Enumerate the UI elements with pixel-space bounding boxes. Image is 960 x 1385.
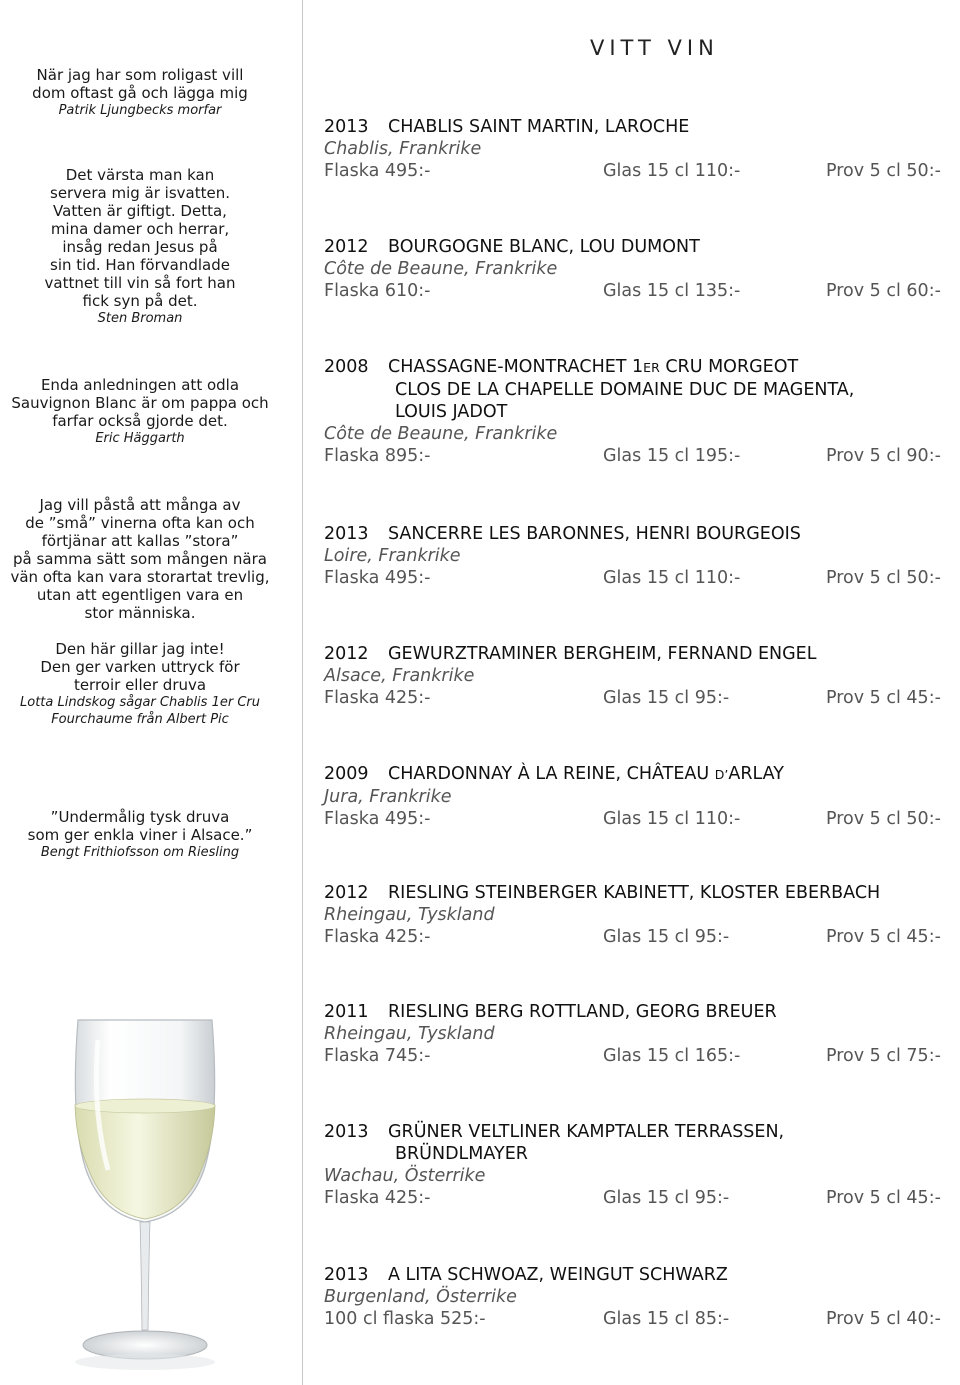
- wine-entry: [324, 116, 960, 182]
- quote-line: Jag vill påstå att många av: [39, 496, 241, 514]
- glass-price: Glas 15 cl 110:-: [603, 809, 741, 829]
- wine-title-smallcaps: ER: [643, 360, 660, 375]
- quote-line: farfar också gjorde det.: [52, 412, 228, 430]
- glass-price: Glas 15 cl 195:-: [603, 446, 741, 466]
- glass-price: Glas 15 cl 95:-: [603, 927, 730, 947]
- quote-line: på samma sätt som mången nära: [13, 550, 267, 568]
- wine-year: 2013: [324, 117, 369, 137]
- wine-title: GRÜNER VELTLINER KAMPTALER TERRASSEN,: [388, 1122, 785, 1142]
- wine-year: 2011: [324, 1002, 369, 1022]
- wine-region: Wachau, Österrike: [324, 1166, 486, 1186]
- wine-entry: [324, 1121, 960, 1209]
- wine-title: CHARDONNAY À LA REINE, CHÂTEAU: [388, 764, 715, 784]
- quote-line: dom oftast gå och lägga mig: [32, 84, 248, 102]
- quote-line: utan att egentligen vara en: [36, 586, 244, 604]
- wine-region: Alsace, Frankrike: [324, 666, 475, 686]
- wine-title: BOURGOGNE BLANC, LOU DUMONT: [388, 237, 700, 257]
- wine-year: 2012: [324, 644, 369, 664]
- quote-author: Fourchaume från Albert Pic: [51, 712, 229, 727]
- bottle-price: Flaska 425:-: [324, 688, 431, 708]
- quote-morfar: [0, 66, 280, 119]
- wine-prices: [324, 1045, 960, 1067]
- wine-region: Chablis, Frankrike: [324, 139, 482, 159]
- wine-name: [324, 1001, 960, 1023]
- wine-year: 2009: [324, 764, 369, 784]
- bottle-price: Flaska 495:-: [324, 809, 431, 829]
- taste-price: Prov 5 cl 50:-: [826, 161, 941, 181]
- bottle-price: Flaska 495:-: [324, 161, 431, 181]
- glass-price: Glas 15 cl 95:-: [603, 688, 730, 708]
- wine-prices: [324, 280, 960, 302]
- wine-prices: [324, 445, 960, 467]
- column-divider: [302, 0, 303, 1385]
- taste-price: Prov 5 cl 75:-: [826, 1046, 941, 1066]
- wine-prices: [324, 160, 960, 182]
- bottle-price: Flaska 425:-: [324, 1188, 431, 1208]
- bottle-price: Flaska 425:-: [324, 927, 431, 947]
- quote-line: insåg redan Jesus på: [62, 238, 218, 256]
- quote-line: vattnet till vin så fort han: [44, 274, 236, 292]
- glass-price: Glas 15 cl 165:-: [603, 1046, 741, 1066]
- wine-name: [324, 882, 960, 904]
- quote-line: vän ofta kan vara storartat trevlig,: [10, 568, 270, 586]
- quote-line: Sauvignon Blanc är om pappa och: [11, 394, 269, 412]
- glass-price: Glas 15 cl 110:-: [603, 568, 741, 588]
- quote-frithiofsson: [0, 808, 280, 861]
- wine-title: GEWURZTRAMINER BERGHEIM, FERNAND ENGEL: [388, 644, 817, 664]
- page-title: VITT VIN: [590, 36, 719, 60]
- quote-line: Vatten är giftigt. Detta,: [53, 202, 227, 220]
- bottle-price: Flaska 495:-: [324, 568, 431, 588]
- wine-prices: [324, 926, 960, 948]
- quote-line: ”Undermålig tysk druva: [50, 808, 230, 826]
- wine-name: [324, 763, 960, 786]
- wine-entry: [324, 882, 960, 948]
- wine-year: 2013: [324, 1265, 369, 1285]
- wine-name: [324, 236, 960, 258]
- taste-price: Prov 5 cl 45:-: [826, 927, 941, 947]
- glass-price: Glas 15 cl 85:-: [603, 1309, 730, 1329]
- wine-name: [324, 1121, 960, 1143]
- wine-prices: [324, 1187, 960, 1209]
- bottle-price: Flaska 610:-: [324, 281, 431, 301]
- wine-name: [324, 643, 960, 665]
- wine-prices: [324, 808, 960, 830]
- quote-line: När jag har som roligast vill: [36, 66, 244, 84]
- quote-line: terroir eller druva: [73, 676, 207, 694]
- quote-author: Patrik Ljungbecks morfar: [58, 103, 222, 118]
- taste-price: Prov 5 cl 50:-: [826, 568, 941, 588]
- wine-region: Rheingau, Tyskland: [324, 1024, 495, 1044]
- wine-prices: [324, 1308, 960, 1330]
- wine-entry: [324, 763, 960, 830]
- quote-line: stor människa.: [84, 604, 196, 622]
- quote-line: Den här gillar jag inte!: [55, 640, 225, 658]
- quote-broman: [0, 166, 280, 327]
- quote-author: Lotta Lindskog sågar Chablis 1er Cru: [20, 695, 260, 710]
- wine-title: SANCERRE LES BARONNES, HENRI BOURGEOIS: [388, 524, 801, 544]
- wine-year: 2012: [324, 883, 369, 903]
- taste-price: Prov 5 cl 90:-: [826, 446, 941, 466]
- quote-line: som ger enkla viner i Alsace.”: [27, 826, 253, 844]
- quote-line: de ”små” vinerna ofta kan och: [25, 514, 255, 532]
- quote-line: Den ger varken uttryck för: [40, 658, 240, 676]
- taste-price: Prov 5 cl 45:-: [826, 688, 941, 708]
- wine-entry: [324, 523, 960, 589]
- wine-region: Burgenland, Österrike: [324, 1287, 517, 1307]
- taste-price: Prov 5 cl 40:-: [826, 1309, 941, 1329]
- quote-author: Bengt Frithiofsson om Riesling: [40, 845, 240, 860]
- glass-price: Glas 15 cl 110:-: [603, 161, 741, 181]
- quote-line: Det värsta man kan: [65, 166, 215, 184]
- glass-price: Glas 15 cl 135:-: [603, 281, 741, 301]
- wine-title: CHABLIS SAINT MARTIN, LAROCHE: [388, 117, 690, 137]
- taste-price: Prov 5 cl 45:-: [826, 1188, 941, 1208]
- wine-title-smallcaps: D’: [714, 767, 729, 782]
- quote-line: sin tid. Han förvandlade: [50, 256, 230, 274]
- bottle-price: Flaska 745:-: [324, 1046, 431, 1066]
- wine-title: A LITA SCHWOAZ, WEINGUT SCHWARZ: [388, 1265, 728, 1285]
- wine-year: 2012: [324, 237, 369, 257]
- taste-price: Prov 5 cl 60:-: [826, 281, 941, 301]
- quote-author: Eric Häggarth: [95, 431, 185, 446]
- wine-entry: [324, 1264, 960, 1330]
- wine-title-line: LOUIS JADOT: [395, 402, 508, 422]
- quote-line: Enda anledningen att odla: [40, 376, 240, 394]
- wine-year: 2008: [324, 357, 369, 377]
- taste-price: Prov 5 cl 50:-: [826, 809, 941, 829]
- quote-line: förtjänar att kallas ”stora”: [41, 532, 239, 550]
- wine-title: CRU MORGEOT: [659, 357, 799, 377]
- wine-region: Côte de Beaune, Frankrike: [324, 259, 558, 279]
- bottle-price: Flaska 895:-: [324, 446, 431, 466]
- wine-name: [324, 356, 960, 379]
- wine-year: 2013: [324, 524, 369, 544]
- wine-year: 2013: [324, 1122, 369, 1142]
- wine-name: [324, 1264, 960, 1286]
- wine-prices: [324, 567, 960, 589]
- wine-region: Loire, Frankrike: [324, 546, 461, 566]
- wine-region: Côte de Beaune, Frankrike: [324, 424, 558, 444]
- wine-name: [324, 523, 960, 545]
- quote-line: servera mig är isvatten.: [50, 184, 230, 202]
- wine-region: Jura, Frankrike: [324, 787, 452, 807]
- wine-region: Rheingau, Tyskland: [324, 905, 495, 925]
- wine-glass-illustration: [50, 1000, 240, 1380]
- glass-price: Glas 15 cl 95:-: [603, 1188, 730, 1208]
- wine-name: [324, 116, 960, 138]
- quote-spacer: [0, 622, 280, 640]
- wine-title: RIESLING BERG ROTTLAND, GEORG BREUER: [388, 1002, 777, 1022]
- wine-prices: [324, 687, 960, 709]
- quote-lindskog: [0, 496, 280, 728]
- wine-title: RIESLING STEINBERGER KABINETT, KLOSTER EBERBACH: [388, 883, 881, 903]
- wine-title-line: CLOS DE LA CHAPELLE DOMAINE DUC DE MAGENTA,: [395, 380, 855, 400]
- wine-title: ARLAY: [728, 764, 784, 784]
- wine-entry: [324, 236, 960, 302]
- wine-entry: [324, 356, 960, 467]
- quote-author: Sten Broman: [97, 311, 183, 326]
- quote-haggarth: [0, 376, 280, 447]
- quote-line: fick syn på det.: [82, 292, 198, 310]
- wine-entry: [324, 643, 960, 709]
- wine-entry: [324, 1001, 960, 1067]
- wine-title: CHASSAGNE-MONTRACHET 1: [388, 357, 644, 377]
- bottle-price: 100 cl flaska 525:-: [324, 1309, 486, 1329]
- quote-line: mina damer och herrar,: [50, 220, 230, 238]
- wine-title-line: BRÜNDLMAYER: [395, 1144, 528, 1164]
